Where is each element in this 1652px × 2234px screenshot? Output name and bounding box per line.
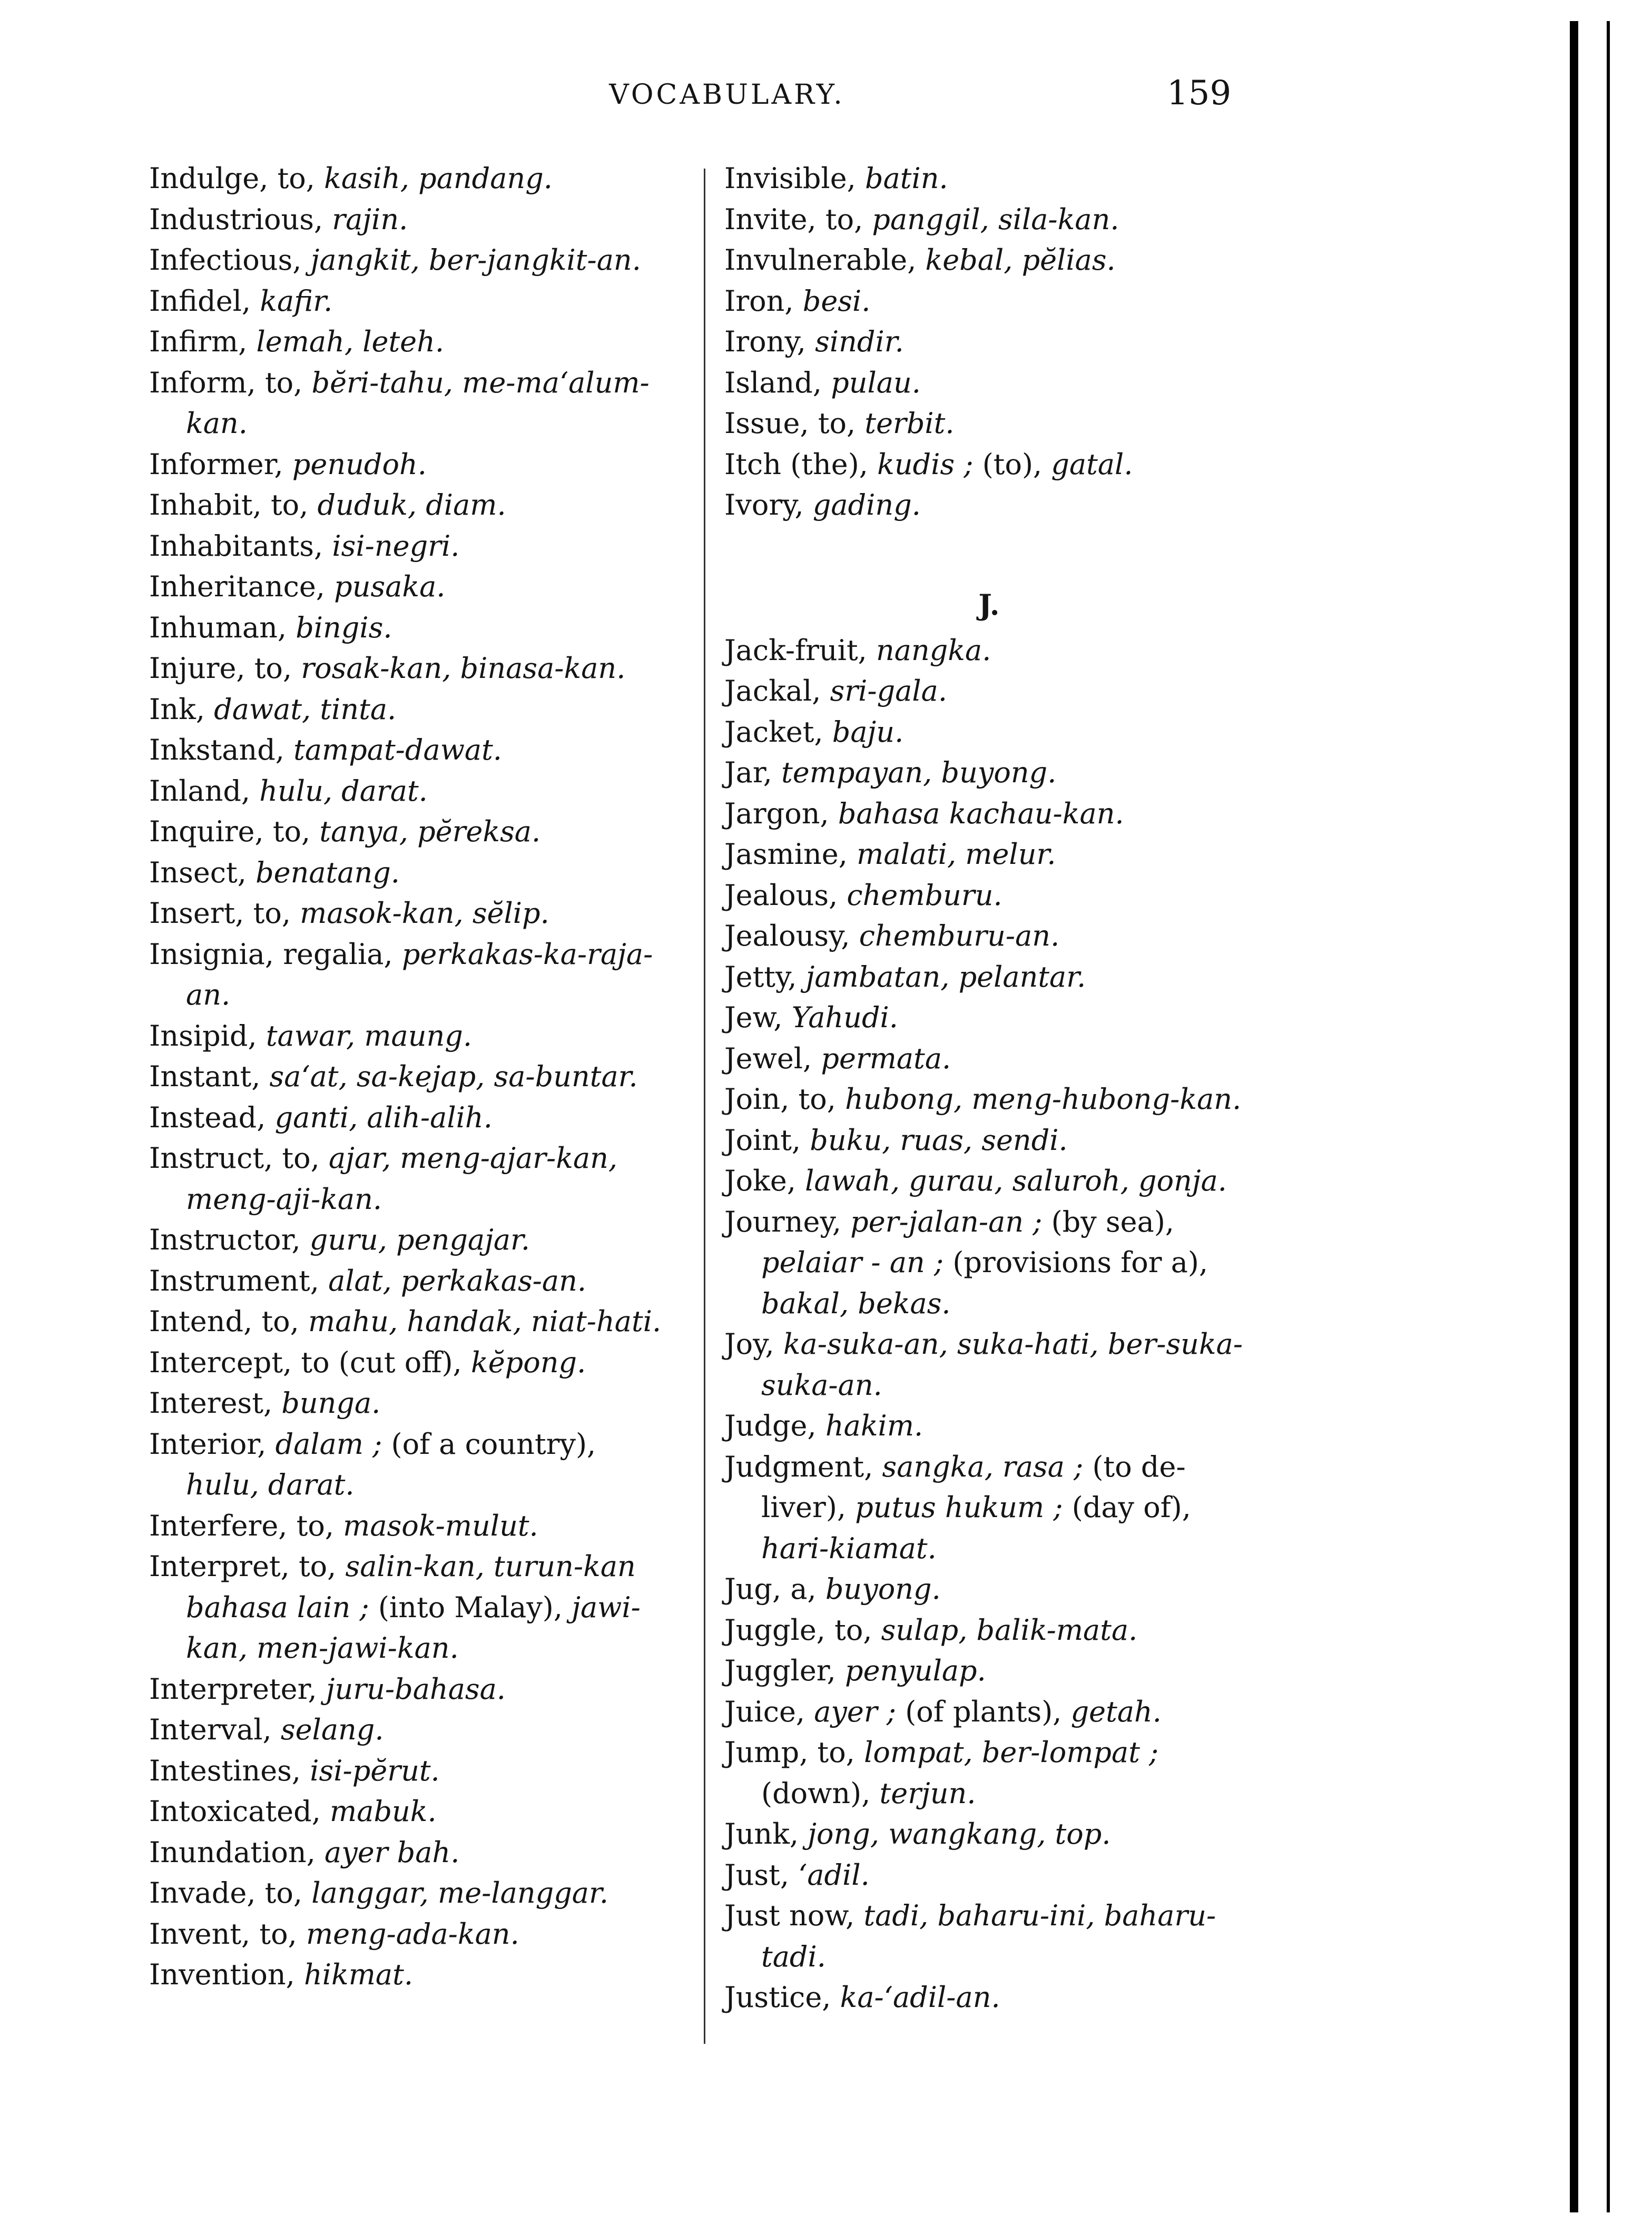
- dictionary-entry: Itch (the), kudis ; (to), gatal.: [724, 447, 1133, 481]
- dictionary-entry: Junk, jong, wangkang, top.: [724, 1817, 1111, 1851]
- dictionary-entry: Insert, to, masok-kan, sĕlip.: [149, 897, 549, 930]
- dictionary-entry: Joint, buku, ruas, sendi.: [724, 1123, 1068, 1157]
- dictionary-entry: Interpreter, juru-bahasa.: [149, 1672, 506, 1706]
- dictionary-entry: Jew, Yahudi.: [724, 1001, 898, 1034]
- dictionary-entry: Ivory, gading.: [724, 488, 921, 521]
- page-number: 159: [1167, 74, 1232, 113]
- dictionary-entry: Judge, hakim.: [724, 1409, 923, 1442]
- dictionary-entry: Jug, a, buyong.: [724, 1572, 941, 1606]
- dictionary-entry: Jack-fruit, nangka.: [724, 633, 991, 667]
- dictionary-entry: Invent, to, meng-ada-kan.: [149, 1917, 519, 1951]
- dictionary-entry: Jar, tempayan, buyong.: [724, 756, 1057, 789]
- dictionary-entry: Juggler, penyulap.: [724, 1654, 986, 1687]
- spacer: [724, 526, 1254, 567]
- dictionary-entry: Jewel, permata.: [724, 1041, 951, 1075]
- dictionary-entry: Interpret, to, salin-kan, turun-kan bahasa lain ; (into Malay), jawi-kan, men-jawi-kan.: [149, 1550, 641, 1665]
- dictionary-entry: Inquire, to, tanya, pĕreksa.: [149, 815, 541, 848]
- dictionary-entry: Intercept, to (cut off), kĕpong.: [149, 1345, 586, 1379]
- dictionary-entry: Jealous, chemburu.: [724, 878, 1002, 912]
- dictionary-entry: Invention, hikmat.: [149, 1958, 413, 1991]
- dictionary-entry: Insignia, regalia, perkakas-ka-raja-an.: [149, 937, 653, 1011]
- dictionary-entry: Interior, dalam ; (of a country), hulu, darat.: [149, 1427, 596, 1501]
- dictionary-entry: Issue, to, terbit.: [724, 407, 955, 440]
- dictionary-entry: Jetty, jambatan, pelantar.: [724, 960, 1086, 993]
- dictionary-entry: Inundation, ayer bah.: [149, 1835, 460, 1869]
- dictionary-entry: Industrious, rajin.: [149, 202, 408, 236]
- dictionary-entry: Intend, to, mahu, handak, niat-hati.: [149, 1305, 662, 1338]
- dictionary-entry: Injure, to, rosak-kan, binasa-kan.: [149, 652, 626, 685]
- dictionary-entry: Intoxicated, mabuk.: [149, 1795, 437, 1828]
- dictionary-entry: Jump, to, lompat, ber-lompat ; (down), terjun.: [724, 1736, 1159, 1810]
- dictionary-entry: Insipid, tawar, maung.: [149, 1019, 473, 1052]
- dictionary-entry: Indulge, to, kasih, pandang.: [149, 162, 553, 195]
- dictionary-entry: Instant, sa‘at, sa-kejap, sa-buntar.: [149, 1060, 638, 1093]
- dictionary-entry: Just, ‘adil.: [724, 1858, 870, 1892]
- dictionary-entry: Inheritance, pusaka.: [149, 570, 446, 603]
- dictionary-entry: Joke, lawah, gurau, saluroh, gonja.: [724, 1164, 1227, 1197]
- dictionary-entry: Invulnerable, kebal, pĕlias.: [724, 243, 1116, 277]
- dictionary-entry: Intestines, isi-pĕrut.: [149, 1754, 440, 1787]
- left-column: [149, 158, 676, 1995]
- dictionary-entry: Instrument, alat, perkakas-an.: [149, 1264, 587, 1297]
- dictionary-entry: Jasmine, malati, melur.: [724, 838, 1056, 871]
- dictionary-entry: Instructor, guru, pengajar.: [149, 1223, 530, 1256]
- dictionary-entry: Interest, bunga.: [149, 1386, 381, 1420]
- dictionary-entry: Inland, hulu, darat.: [149, 774, 428, 808]
- dictionary-entry: Join, to, hubong, meng-hubong-kan.: [724, 1082, 1242, 1116]
- dictionary-entry: Interval, selang.: [149, 1713, 384, 1746]
- dictionary-entry: Invite, to, panggil, sila-kan.: [724, 202, 1119, 236]
- dictionary-entry: Infirm, lemah, leteh.: [149, 325, 445, 358]
- dictionary-entry: Journey, per-jalan-an ; (by sea), pelaiar - an ; (provisions for a), bakal, bekas.: [724, 1205, 1208, 1320]
- dictionary-entry: Ink, dawat, tinta.: [149, 692, 397, 726]
- dictionary-entry: Joy, ka-suka-an, suka-hati, ber-suka-suka-an.: [724, 1327, 1243, 1402]
- right-column-j-entries: [724, 630, 1254, 2018]
- dictionary-entry: Jackal, sri-gala.: [724, 674, 948, 707]
- section-letter-j: J.: [978, 588, 1000, 622]
- dictionary-entry: Just now, tadi, baharu-ini, baharu-tadi.: [724, 1899, 1216, 1973]
- dictionary-entry: Inhabit, to, duduk, diam.: [149, 488, 506, 521]
- dictionary-entry: Invade, to, langgar, me-langgar.: [149, 1876, 609, 1910]
- column-divider: [704, 169, 705, 2044]
- dictionary-entry: Inform, to, bĕri-tahu, me-ma‘alum-kan.: [149, 366, 650, 440]
- dictionary-entry: Instead, ganti, alih-alih.: [149, 1100, 493, 1134]
- right-column: [724, 158, 1254, 2018]
- binding-edge-rule-thin: [1607, 21, 1610, 2212]
- dictionary-entry: Invisible, batin.: [724, 162, 948, 195]
- dictionary-entry: Juice, ayer ; (of plants), getah.: [724, 1695, 1162, 1728]
- dictionary-entry: Jealousy, chemburu-an.: [724, 919, 1060, 952]
- running-head: VOCABULARY.: [609, 79, 845, 111]
- dictionary-entry: Inkstand, tampat-dawat.: [149, 733, 502, 766]
- dictionary-entry: Informer, penudoh.: [149, 447, 427, 481]
- dictionary-entry: Interfere, to, masok-mulut.: [149, 1509, 538, 1542]
- dictionary-entry: Island, pulau.: [724, 366, 921, 399]
- dictionary-entry: Iron, besi.: [724, 284, 871, 318]
- dictionary-entry: Jacket, baju.: [724, 715, 904, 749]
- dictionary-entry: Infectious, jangkit, ber-jangkit-an.: [149, 243, 641, 277]
- dictionary-entry: Insect, benatang.: [149, 855, 400, 889]
- dictionary-entry: Instruct, to, ajar, meng-ajar-kan, meng-aji-kan.: [149, 1141, 618, 1216]
- dictionary-entry: Jargon, bahasa kachau-kan.: [724, 796, 1124, 830]
- binding-edge-rule: [1570, 21, 1578, 2212]
- dictionary-entry: Justice, ka-‘adil-an.: [724, 1981, 1000, 2014]
- dictionary-entry: Irony, sindir.: [724, 325, 904, 358]
- dictionary-entry: Judgment, sangka, rasa ; (to de-liver), putus hukum ; (day of), hari-kiamat.: [724, 1450, 1191, 1565]
- dictionary-entry: Inhabitants, isi-negri.: [149, 529, 460, 563]
- dictionary-entry: Infidel, kafir.: [149, 284, 333, 318]
- dictionary-entry: Juggle, to, sulap, balik-mata.: [724, 1613, 1138, 1647]
- right-column-i-entries: [724, 158, 1254, 526]
- dictionary-entry: Inhuman, bingis.: [149, 611, 392, 644]
